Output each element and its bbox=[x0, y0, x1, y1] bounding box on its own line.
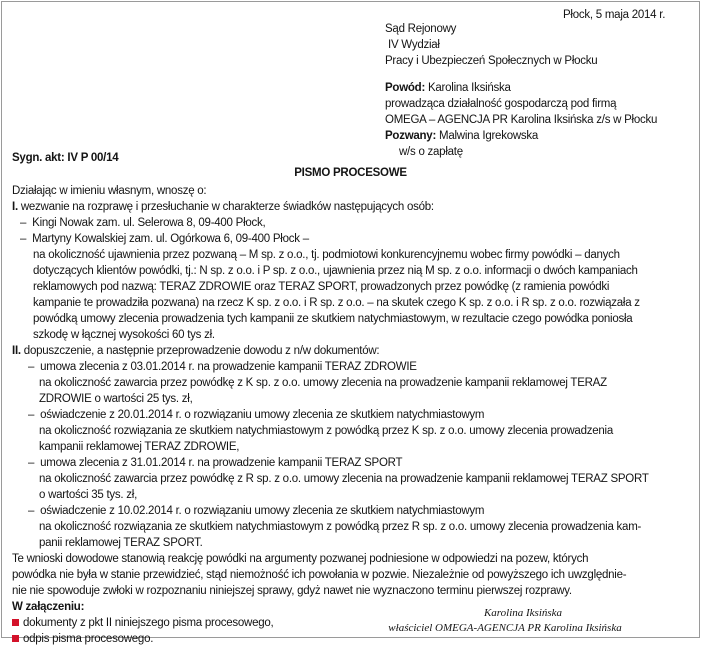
witness-text: Martyny Kowalskiej zam. ul. Ogórkowa 6, 09-400 Płock – bbox=[32, 233, 309, 245]
plaintiff-line bbox=[385, 80, 657, 96]
evidence-line: na okoliczność zawarcia przez powódkę z K sp. z o.o. umowy zlecenia na prowadzenie kampanii reklamowej TERAZ bbox=[39, 377, 607, 389]
attachment-text: dokumenty z pkt II niniejszego pisma procesowego, bbox=[23, 617, 274, 629]
intro-text: Działając w imieniu własnym, wnoszę o: bbox=[12, 185, 207, 197]
signature-role: właściciel OMEGA-AGENCJA PR Karolina Iksińska bbox=[388, 622, 622, 634]
evidence-item-title: – oświadczenie z 10.02.2014 r. o rozwiązaniu umowy zlecenia ze skutkiem natychmiastowym bbox=[28, 505, 485, 517]
signature-name: Karolina Iksińska bbox=[483, 607, 563, 619]
parties-block bbox=[385, 80, 657, 160]
court-address bbox=[385, 21, 597, 69]
claim-type: w/s o zapłatę bbox=[399, 146, 463, 158]
evidence-item-title: – umowa zlecenia z 03.01.2014 r. na prowadzenie kampanii TERAZ ZDROWIE bbox=[28, 361, 417, 373]
plaintiff-label: Powód: bbox=[385, 82, 426, 94]
evidence-title-text: umowa zlecenia z 03.01.2014 r. na prowadzenie kampanii TERAZ ZDROWIE bbox=[40, 361, 417, 373]
section-2-number: II. bbox=[12, 345, 21, 357]
document-page bbox=[1, 1, 700, 645]
red-square-bullet-icon bbox=[12, 619, 19, 626]
evidence-title-text: oświadczenie z 10.02.2014 r. o rozwiązaniu umowy zlecenia ze skutkiem natychmiastowym bbox=[40, 505, 485, 517]
court-department: Pracy i Ubezpieczeń Społecznych w Płocku bbox=[385, 55, 598, 67]
document-body bbox=[12, 183, 649, 647]
circumstance-line: dotyczących klientów powódki, tj.: N sp. z o.o. i P sp. z o.o., ujawnienia przez nią M sp. z o.o. informacji o dwóch kampaniach bbox=[33, 265, 638, 277]
witness-text: Kingi Nowak zam. ul. Selerowa 8, 09-400 Płock, bbox=[32, 217, 266, 229]
evidence-line: kampanii reklamowej TERAZ ZDROWIE, bbox=[39, 441, 240, 453]
red-square-bullet-icon bbox=[12, 635, 19, 642]
circumstance-line: na okoliczność ujawnienia przez pozwaną – M sp. z o.o., tj. podmiotowi konkurencyjnemu wobec firmy powódki – danych bbox=[33, 249, 620, 261]
court-name: Sąd Rejonowy bbox=[385, 23, 457, 35]
place-date: Płock, 5 maja 2014 r. bbox=[563, 9, 666, 21]
closing-line: Te wnioski dowodowe stanowią reakcję powódki na argumenty pozwanej podniesione w odpowiedzi na pozew, których bbox=[12, 553, 589, 565]
evidence-title-text: umowa zlecenia z 31.01.2014 r. na prowadzenie kampanii TERAZ SPORT bbox=[40, 457, 403, 469]
circumstance-line: kampanie te prowadziła pozwana) na rzecz K sp. z o.o. i R sp. z o.o. – na skutek czego K sp. z o.o. i R sp. z o.o. rozwiązała z bbox=[33, 297, 640, 309]
witness-item: – Kingi Nowak zam. ul. Selerowa 8, 09-400 Płock, bbox=[20, 217, 266, 229]
circumstance-line: powódką umowy zlecenia prowadzenia tych kampanii ze skutkiem natychmiastowym, w rezultacie czego powódka poniosła bbox=[33, 313, 633, 325]
circumstance-line: szkodę w łącznej wysokości 60 tys zł. bbox=[33, 329, 215, 341]
defendant-line bbox=[385, 128, 657, 144]
attachments-label: W załączeniu: bbox=[12, 601, 85, 613]
evidence-line: na okoliczność rozwiązania ze skutkiem natychmiastowym z powódką przez K sp. z o.o. umowy zlecenia prowadzenia bbox=[39, 425, 613, 437]
section-2-text: dopuszczenie, a następnie przeprowadzenie dowodu z n/w dokumentów: bbox=[23, 345, 380, 357]
plaintiff-business: prowadząca działalność gospodarczą pod firmą bbox=[385, 98, 617, 110]
document-title: PISMO PROCESOWE bbox=[294, 167, 407, 179]
evidence-line: na okoliczność zawarcia przez powódkę z R sp. z o.o. umowy zlecenia na prowadzenie kampanii reklamowej TERAZ SPORT bbox=[39, 473, 649, 485]
section-2-heading bbox=[12, 343, 649, 359]
circumstance-line: reklamowych pod nazwą: TERAZ ZDROWIE oraz TERAZ SPORT, prowadzonych przez powódkę (z ramienia powódki bbox=[33, 281, 610, 293]
plaintiff-name: Karolina Iksińska bbox=[427, 82, 511, 94]
plaintiff-firm: OMEGA – AGENCJA PR Karolina Iksińska z/s w Płocku bbox=[385, 114, 658, 126]
evidence-item-title: – umowa zlecenia z 31.01.2014 r. na prowadzenie kampanii TERAZ SPORT bbox=[28, 457, 403, 469]
evidence-line: na okoliczność rozwiązania ze skutkiem natychmiastowym z powódką przez R sp. z o.o. umowy zlecenia prowadzenia kam- bbox=[39, 521, 642, 533]
witness-item: – Martyny Kowalskiej zam. ul. Ogórkowa 6, 09-400 Płock – bbox=[20, 233, 309, 245]
court-division: IV Wydział bbox=[388, 39, 440, 51]
section-1-number: I. bbox=[12, 201, 18, 213]
defendant-label: Pozwany: bbox=[385, 130, 437, 142]
evidence-line: ZDROWIE o wartości 25 tys. zł, bbox=[39, 393, 193, 405]
attachment-text: odpis pisma procesowego. bbox=[23, 633, 154, 645]
signature-block bbox=[332, 606, 678, 636]
evidence-item-title: – oświadczenie z 20.01.2014 r. o rozwiązaniu umowy zlecenia ze skutkiem natychmiastowym bbox=[28, 409, 485, 421]
defendant-name: Malwina Igrekowska bbox=[439, 130, 539, 142]
evidence-line: o wartości 35 tys. zł, bbox=[39, 489, 138, 501]
section-1-text: wezwanie na rozprawę i przesłuchanie w charakterze świadków następujących osób: bbox=[20, 201, 434, 213]
evidence-title-text: oświadczenie z 20.01.2014 r. o rozwiązaniu umowy zlecenia ze skutkiem natychmiastowym bbox=[40, 409, 485, 421]
case-signature: Sygn. akt: IV P 00/14 bbox=[12, 152, 119, 164]
evidence-line: panii reklamowej TERAZ SPORT. bbox=[39, 537, 203, 549]
closing-line: nie nie spowoduje zwłoki w rozpoznaniu niniejszej sprawy, gdyż nawet nie wyznaczono terminu pierwszej rozprawy. bbox=[12, 585, 572, 597]
section-1-heading bbox=[12, 199, 649, 215]
closing-line: powódka nie była w stanie przewidzieć, stąd niemożność ich powołania w pozwie. Niezależnie od powyższego ich uwzględnie- bbox=[12, 569, 627, 581]
